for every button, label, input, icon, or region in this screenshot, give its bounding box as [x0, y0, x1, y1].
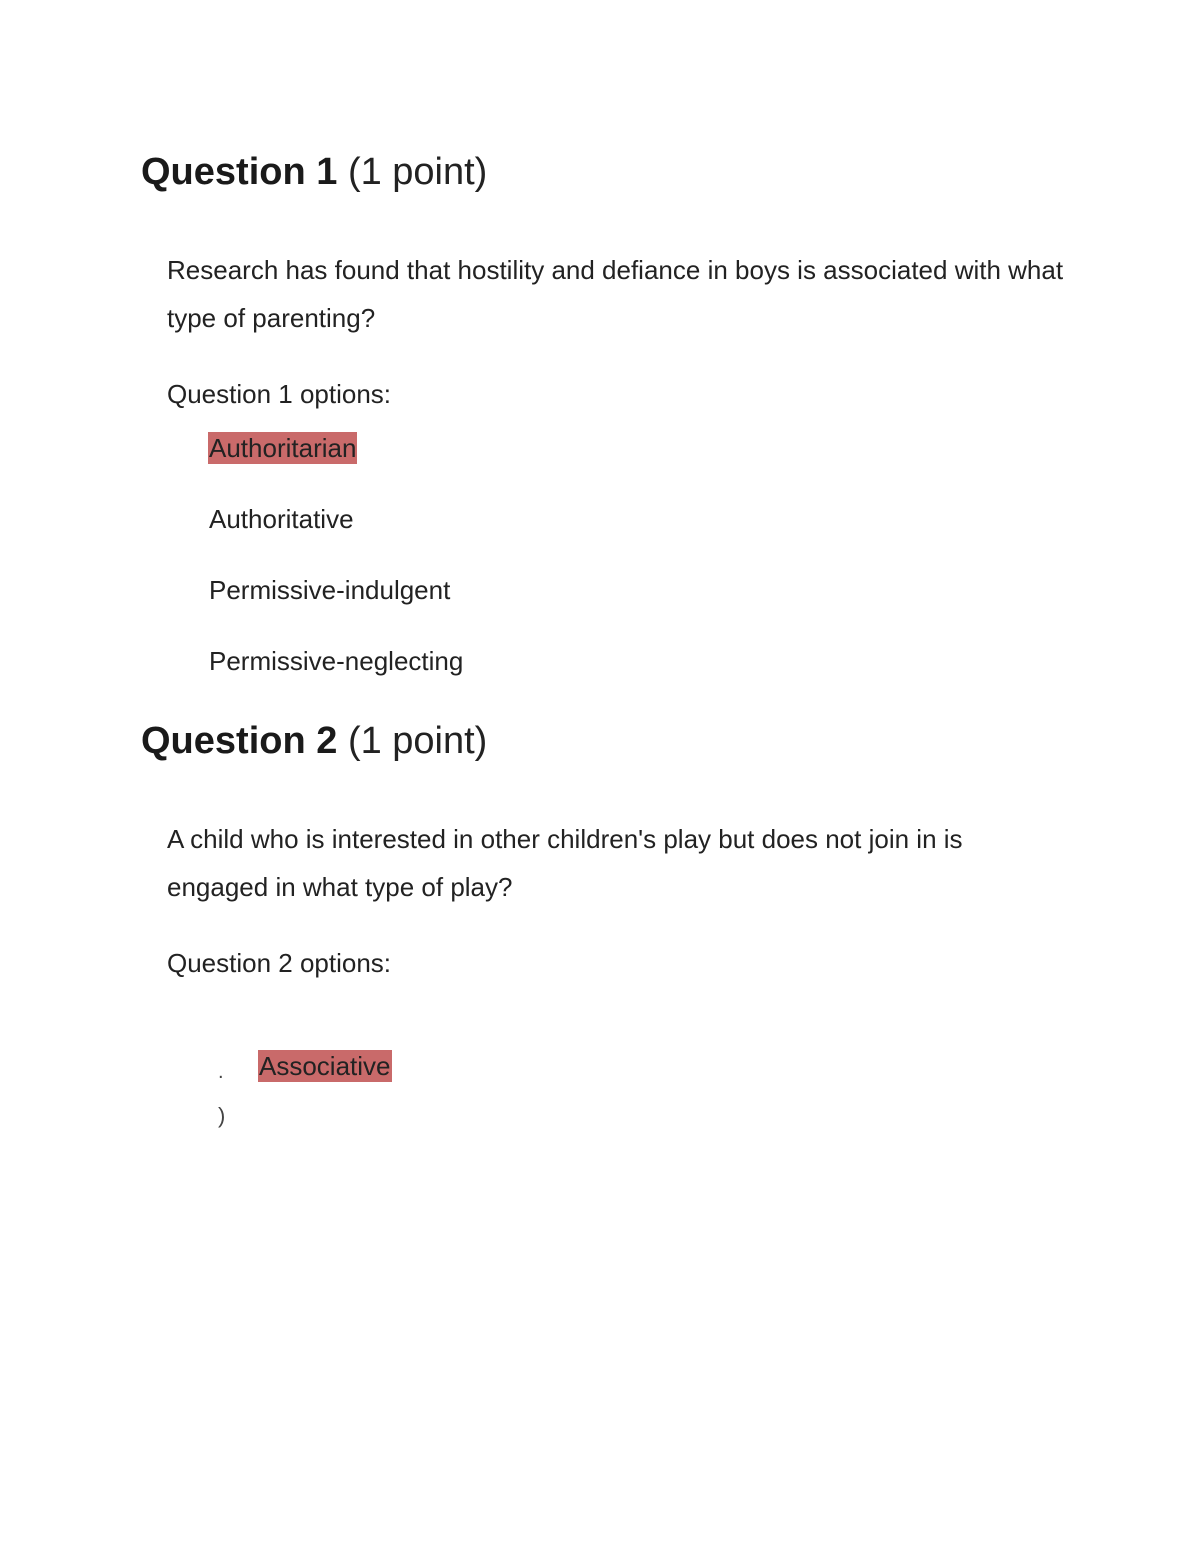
question-1-number: Question 1: [141, 151, 338, 193]
question-1-option-1[interactable]: Authoritarian: [209, 433, 357, 463]
question-2-option-1[interactable]: Associative: [259, 1051, 391, 1081]
question-2-options-label: Question 2 options:: [167, 948, 392, 978]
question-1-options-label: Question 1 options:: [167, 379, 392, 409]
question-1-heading: [141, 150, 487, 194]
question-2-prompt: A child who is interested in other children's play but does not join in is engaged in what type of play?: [167, 824, 963, 902]
question-1-option-2[interactable]: Authoritative: [209, 504, 354, 534]
question-2-number: Question 2: [141, 720, 338, 762]
question-1-option-4[interactable]: Permissive-neglecting: [209, 646, 464, 676]
question-1-prompt: Research has found that hostility and defiance in boys is associated with what type of parenting?: [167, 255, 1064, 333]
stray-mark-paren: ): [218, 1103, 226, 1128]
stray-mark-dot: .: [218, 1061, 224, 1083]
question-2-points: (1 point): [347, 720, 488, 762]
question-1-option-3[interactable]: Permissive-indulgent: [209, 575, 451, 605]
question-1-points: (1 point): [347, 151, 488, 193]
question-2-heading: [141, 719, 487, 763]
